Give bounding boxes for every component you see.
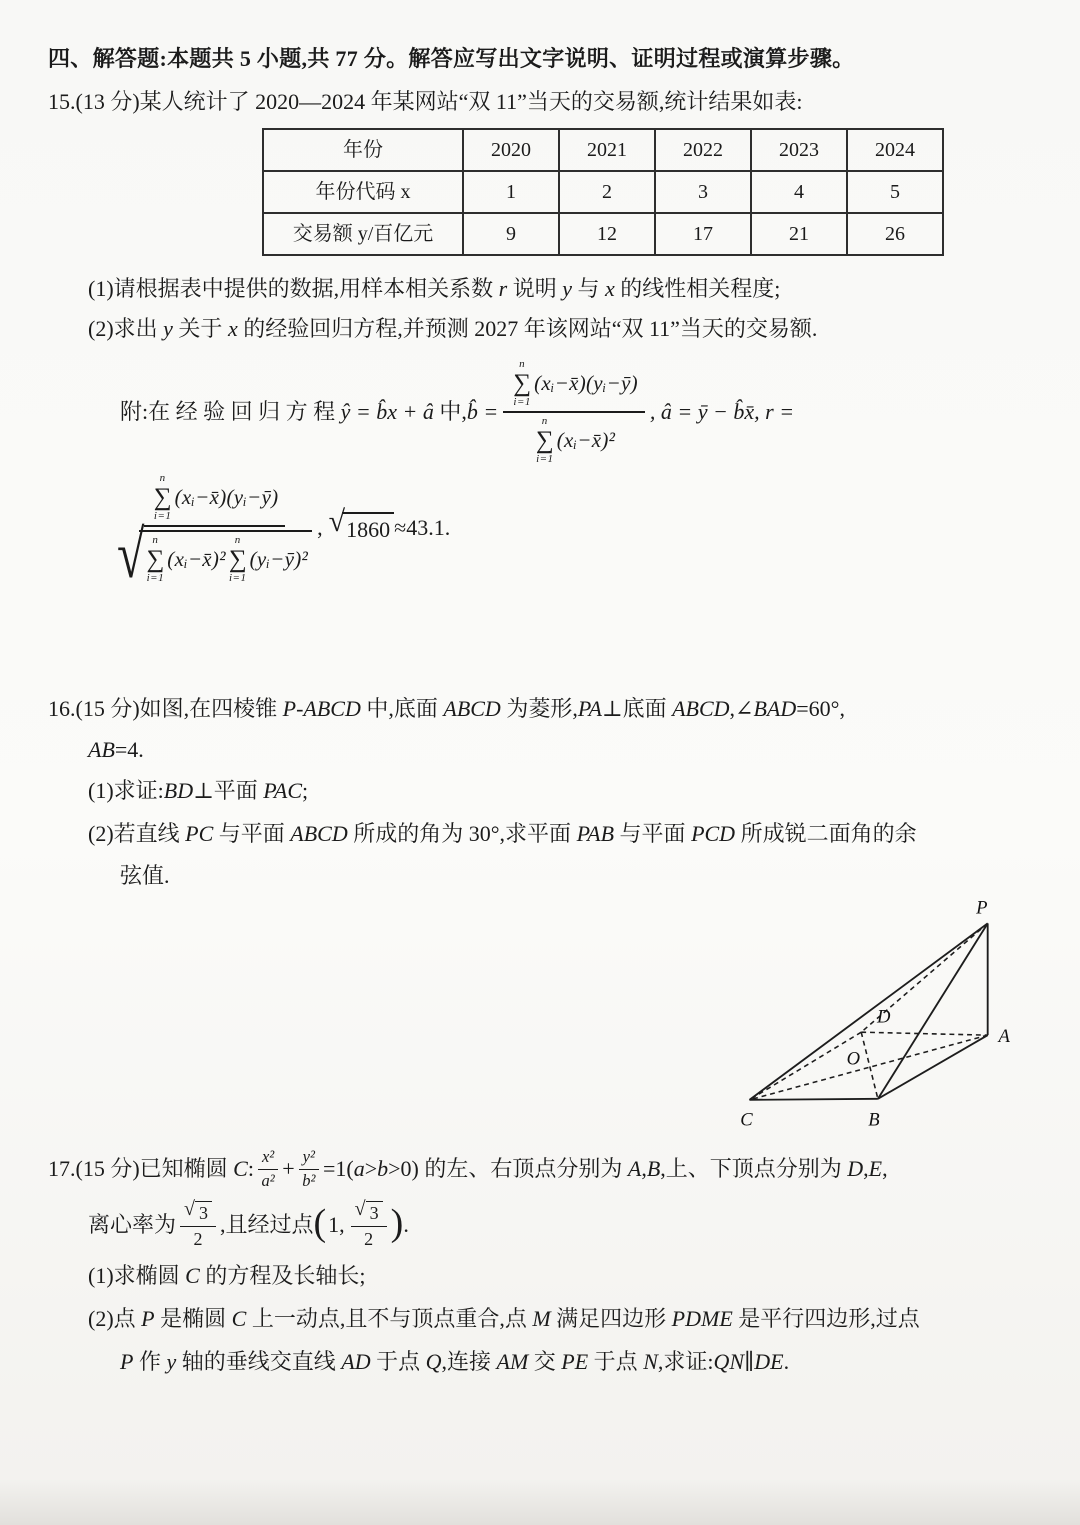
table-row-amount [263,213,943,255]
amount-cell: 26 [847,213,943,255]
x-squared-fraction: x² a² [258,1148,278,1191]
vertex-label-B: B [868,1109,880,1131]
q16-figure-container [48,892,1050,1142]
year-cell: 2023 [751,129,847,171]
varx-expression: (xᵢ−x̄)² [167,546,226,571]
amount-cell: 9 [463,213,559,255]
amount-cell: 12 [559,213,655,255]
ecc-prefix: 离心率为 [88,1211,177,1237]
formula-lead: 附:在 经 验 回 归 方 程 ŷ = b̂x + â 中,b̂ = [120,398,499,424]
edge-DA [861,1032,987,1035]
point-coordinate: 1, [328,1211,345,1237]
vertex-label-C: C [740,1109,753,1131]
y-squared-fraction: $\frac{\text{y²}}{\text{b²}}$ [299,1148,319,1191]
period: . [403,1211,409,1237]
q15-stem: 15.(13 分)某人统计了 2020—2024 年某网站“双 11”当天的交易额,统计结果如表: [48,88,803,114]
radical-sign: √ [354,1198,366,1221]
amount-cell: 21 [751,213,847,255]
code-cell: 5 [847,171,943,213]
q15-r-formula [112,472,1050,593]
amount-cell: 17 [655,213,751,255]
cov-expression: (xᵢ−x̄)(yᵢ−ȳ) [174,484,279,509]
edge-CB [749,1099,877,1100]
code-cell: 4 [751,171,847,213]
comma: , [317,515,323,541]
radical-sign: √ [184,1198,195,1221]
radical-sign: √ [328,504,346,538]
year-cell: 2020 [463,129,559,171]
year-cell: 2021 [559,129,655,171]
code-cell: 2 [559,171,655,213]
edge-DC [749,1032,861,1100]
sqrt3-over-2-fraction: √ 3 2 [351,1201,387,1249]
sqrt-1860: √ 1860 [329,512,394,546]
q17-stem-line1 [48,1148,1050,1191]
edge-PB [878,924,988,1099]
r-fraction [117,472,312,593]
sqrt3-over-2-fraction: √ 3 2 [180,1201,216,1249]
sqrt-3: √ 3 [184,1201,212,1224]
q16-part2-line2: 弦值. [120,863,170,889]
q16-stem-line2: AB=4. [88,736,144,762]
q15-part2: (2)求出 y 关于 x 的经验回归方程,并预测 2027 年该网站“双 11”当天的交易额. [88,316,818,342]
q17-eccentricity-line [88,1198,1050,1249]
bhat-fraction [503,359,645,465]
left-paren: ( [313,1202,327,1245]
q17-part1: (1)求椭圆 C 的方程及长轴长; [88,1263,366,1289]
sum-symbol: n ∑ i=1 [228,534,247,585]
vertex-label-A: A [998,1026,1010,1048]
sum-symbol: n ∑ i=1 [513,358,532,409]
q15-part1: (1)请根据表中提供的数据,用样本相关系数 r 说明 y 与 x 的线性相关程度; [88,275,781,301]
formula-tail: , â = ȳ − b̂x̄, r = [649,398,795,424]
q16-part1: (1)求证:BD⊥平面 PAC; [88,777,309,803]
right-paren: ) [390,1202,404,1245]
table-row-code [263,171,943,213]
vary-expression: (yᵢ−ȳ)² [249,546,309,571]
vertex-label-O: O [846,1048,861,1070]
approx-value: ≈43.1. [394,515,451,541]
pyramid-figure [702,892,1042,1142]
year-cell: 2024 [847,129,943,171]
vertex-label-P: P [976,897,988,919]
q17-stem-b: =1(a>b>0) 的左、右顶点分别为 A,B,上、下顶点分别为 D,E, [322,1156,888,1182]
table-row-year [263,129,943,171]
sum-symbol: n ∑ i=1 [153,472,172,523]
code-label-cell: 年份代码 x [263,171,463,213]
vertex-label-D: D [877,1006,891,1028]
edge-AC [749,1035,987,1100]
q15-formula-note [120,359,1050,465]
sqrt-3: √ 3 [355,1201,383,1224]
radical-sign: √ [117,516,145,593]
code-cell: 3 [655,171,751,213]
year-label-cell: 年份 [263,129,463,171]
varx-expression: (xᵢ−x̄)² [556,427,616,452]
cov-expression: (xᵢ−x̄)(yᵢ−ȳ) [534,370,638,395]
q16-stem-line1: 16.(15 分)如图,在四棱锥 P-ABCD 中,底面 ABCD 为菱形,PA⊥底面 ABCD,∠BAD=60°, [48,696,845,722]
q17-stem-a: 17.(15 分)已知椭圆 C: [48,1156,254,1182]
q15-table [262,128,944,256]
amount-label-cell: 交易额 y/百亿元 [263,213,463,255]
sum-symbol: n ∑ i=1 [535,415,554,466]
code-cell: 1 [463,171,559,213]
edge-BA [878,1035,988,1099]
radicand-group [139,530,312,584]
section-header: 四、解答题:本题共 5 小题,共 77 分。解答应写出文字说明、证明过程或演算步骤。 [48,46,855,71]
year-cell: 2022 [655,129,751,171]
q17-part2-line1: (2)点 P 是椭圆 C 上一动点,且不与顶点重合,点 M 满足四边形 PDME 是平行四边形,过点 [88,1306,920,1332]
sum-symbol: n ∑ i=1 [146,534,165,585]
q17-part2-line2: P 作 y 轴的垂线交直线 AD 于点 Q,连接 AM 交 PE 于点 N,求证:QN∥DE. [120,1349,790,1375]
ecc-mid: ,且经过点 [220,1211,314,1237]
edge-PC [749,924,987,1100]
plus-sign: + [282,1156,295,1182]
q16-part2-line1: (2)若直线 PC 与平面 ABCD 所成的角为 30°,求平面 PAB 与平面 PCD 所成锐二面角的余 [88,820,917,846]
